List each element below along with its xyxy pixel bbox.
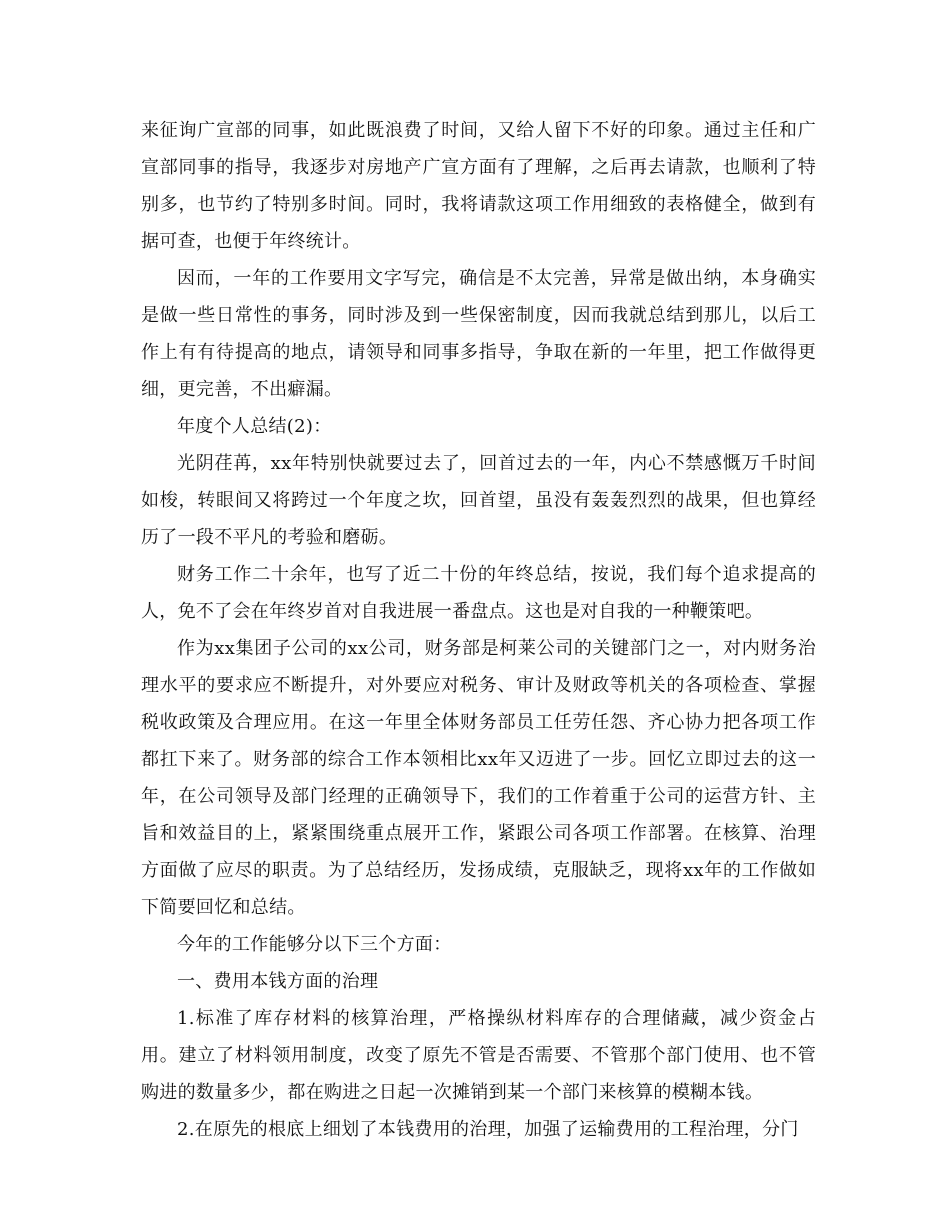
paragraph: 因而，一年的工作要用文字写完，确信是不太完善，异常是做出纳，本身确实是做一些日常性的事务，同时涉及到一些保密制度，因而我就总结到那儿，以后工作上有有待提高的地点，请领导和同事多指导，争取在新的一年里，把工作做得更细，更完善，不出癖漏。 xyxy=(141,268,816,400)
list-item: 1.标准了库存材料的核算治理，严格操纵材料库存的合理储藏，减少资金占用。建立了材料领用制度，改变了原先不管是否需要、不管那个部门使用、也不管购进的数量多少，都在购进之日起一次摊销到某一个部门来核算的模糊本钱。 xyxy=(141,1008,816,1103)
paragraph-continuation: 来征询广宣部的同事，如此既浪费了时间，又给人留下不好的印象。通过主任和广宣部同事的指导，我逐步对房地产广宣方面有了理解，之后再去请款，也顺利了特别多，也节约了特别多时间。同时，我将请款这项工作用细致的表格健全，做到有据可查，也便于年终统计。 xyxy=(141,120,816,252)
list-item: 2.在原先的根底上细划了本钱费用的治理，加强了运输费用的工程治理，分门 xyxy=(177,1119,799,1140)
paragraph: 财务工作二十余年，也写了近二十份的年终总结，按说，我们每个追求提高的人，免不了会在年终岁首对自我进展一番盘点。这也是对自我的一种鞭策吧。 xyxy=(141,564,816,622)
section-heading: 年度个人总结(2)： xyxy=(177,416,332,437)
paragraph: 今年的工作能够分以下三个方面： xyxy=(177,934,452,955)
paragraph: 光阴荏苒，xx年特别快就要过去了，回首过去的一年，内心不禁感慨万千时间如梭，转眼间又将跨过一个年度之坎，回首望，虽没有轰轰烈烈的战果，但也算经历了一段不平凡的考验和磨砺。 xyxy=(141,453,816,548)
subsection-heading: 一、费用本钱方面的治理 xyxy=(177,971,379,992)
document-body xyxy=(141,112,816,1148)
paragraph: 作为xx集团子公司的xx公司，财务部是柯莱公司的关键部门之一，对内财务治理水平的要求应不断提升，对外要应对税务、审计及财政等机关的各项检查、掌握税收政策及合理应用。在这一年里全体财务部员工任劳任怨、齐心协力把各项工作都扛下来了。财务部的综合工作本领相比xx年又迈进了一步。回忆立即过去的这一年，在公司领导及部门经理的正确领导下，我们的工作着重于公司的运营方针、主旨和效益目的上，紧紧围绕重点展开工作，紧跟公司各项工作部署。在核算、治理方面做了应尽的职责。为了总结经历，发扬成绩，克服缺乏，现将xx年的工作做如下简要回忆和总结。 xyxy=(141,638,816,918)
